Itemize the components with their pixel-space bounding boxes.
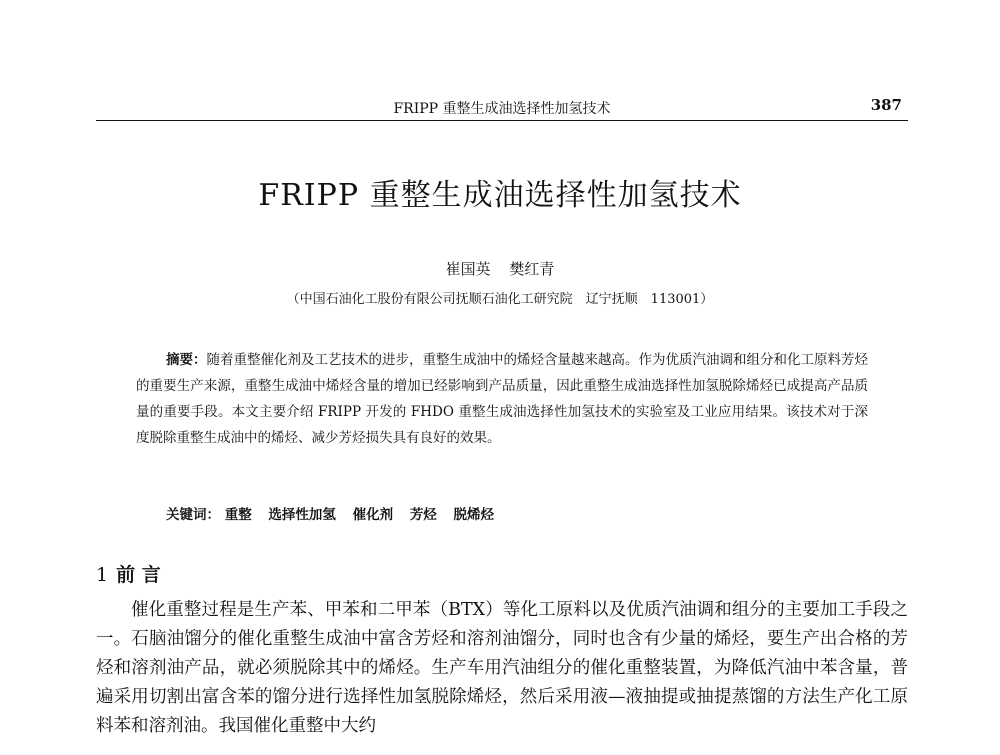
keywords-block <box>166 503 506 523</box>
paper-authors: 崔国英 樊红青 <box>445 260 555 278</box>
abstract-label: 摘要： <box>166 352 207 368</box>
keyword-item: 脱烯烃 <box>453 507 495 523</box>
author-affiliation: （中国石油化工股份有限公司抚顺石油化工研究院 辽宁抚顺 113001） <box>286 292 714 307</box>
section-title: 前 言 <box>116 564 161 586</box>
paper-title: FRIPP 重整生成油选择性加氢技术 <box>258 178 742 213</box>
keyword-item: 选择性加氢 <box>268 507 336 523</box>
running-header <box>96 96 908 121</box>
section-heading <box>96 560 161 587</box>
running-header-title: FRIPP 重整生成油选择性加氢技术 <box>393 101 611 117</box>
body-paragraph: 催化重整过程是生产苯、甲苯和二甲苯（BTX）等化工原料以及优质汽油调和组分的主要加工手段之一。石脑油馏分的催化重整生成油中富含芳烃和溶剂油馏分，同时也含有少量的烯烃，要生产出合格的芳烃和溶剂油产品，就必须脱除其中的烯烃。生产车用汽油组分的催化重整装置，为降低汽油中苯含量，普遍采用切割出富含苯的馏分进行选择性加氢脱除烯烃，然后采用液—液抽提或抽提蒸馏的方法生产化工原料苯和溶剂油。我国催化重整中大约 <box>96 600 908 736</box>
abstract-text: 随着重整催化剂及工艺技术的进步，重整生成油中的烯烃含量越来越高。作为优质汽油调和组分和化工原料芳烃的重要生产来源，重整生成油中烯烃含量的增加已经影响到产品质量，因此重整生成油选择性加氢脱除烯烃已成提高产品质量的重要手段。本文主要介绍 FRIPP 开发的 FHDO 重整生成油选择性加氢技术的实验室及工业应用结果。该技术对于深度脱除重整生成油中的烯烃、减少芳烃损失具有良好的效果。 <box>136 352 868 446</box>
keyword-item: 催化剂 <box>352 507 394 523</box>
keywords-list <box>225 507 506 523</box>
keyword-item: 重整 <box>224 507 252 523</box>
section-number: 1 <box>96 564 109 586</box>
keyword-item: 芳烃 <box>409 507 437 523</box>
abstract-block <box>136 347 868 451</box>
keywords-label: 关键词： <box>166 507 220 523</box>
page-number: 387 <box>870 96 902 114</box>
